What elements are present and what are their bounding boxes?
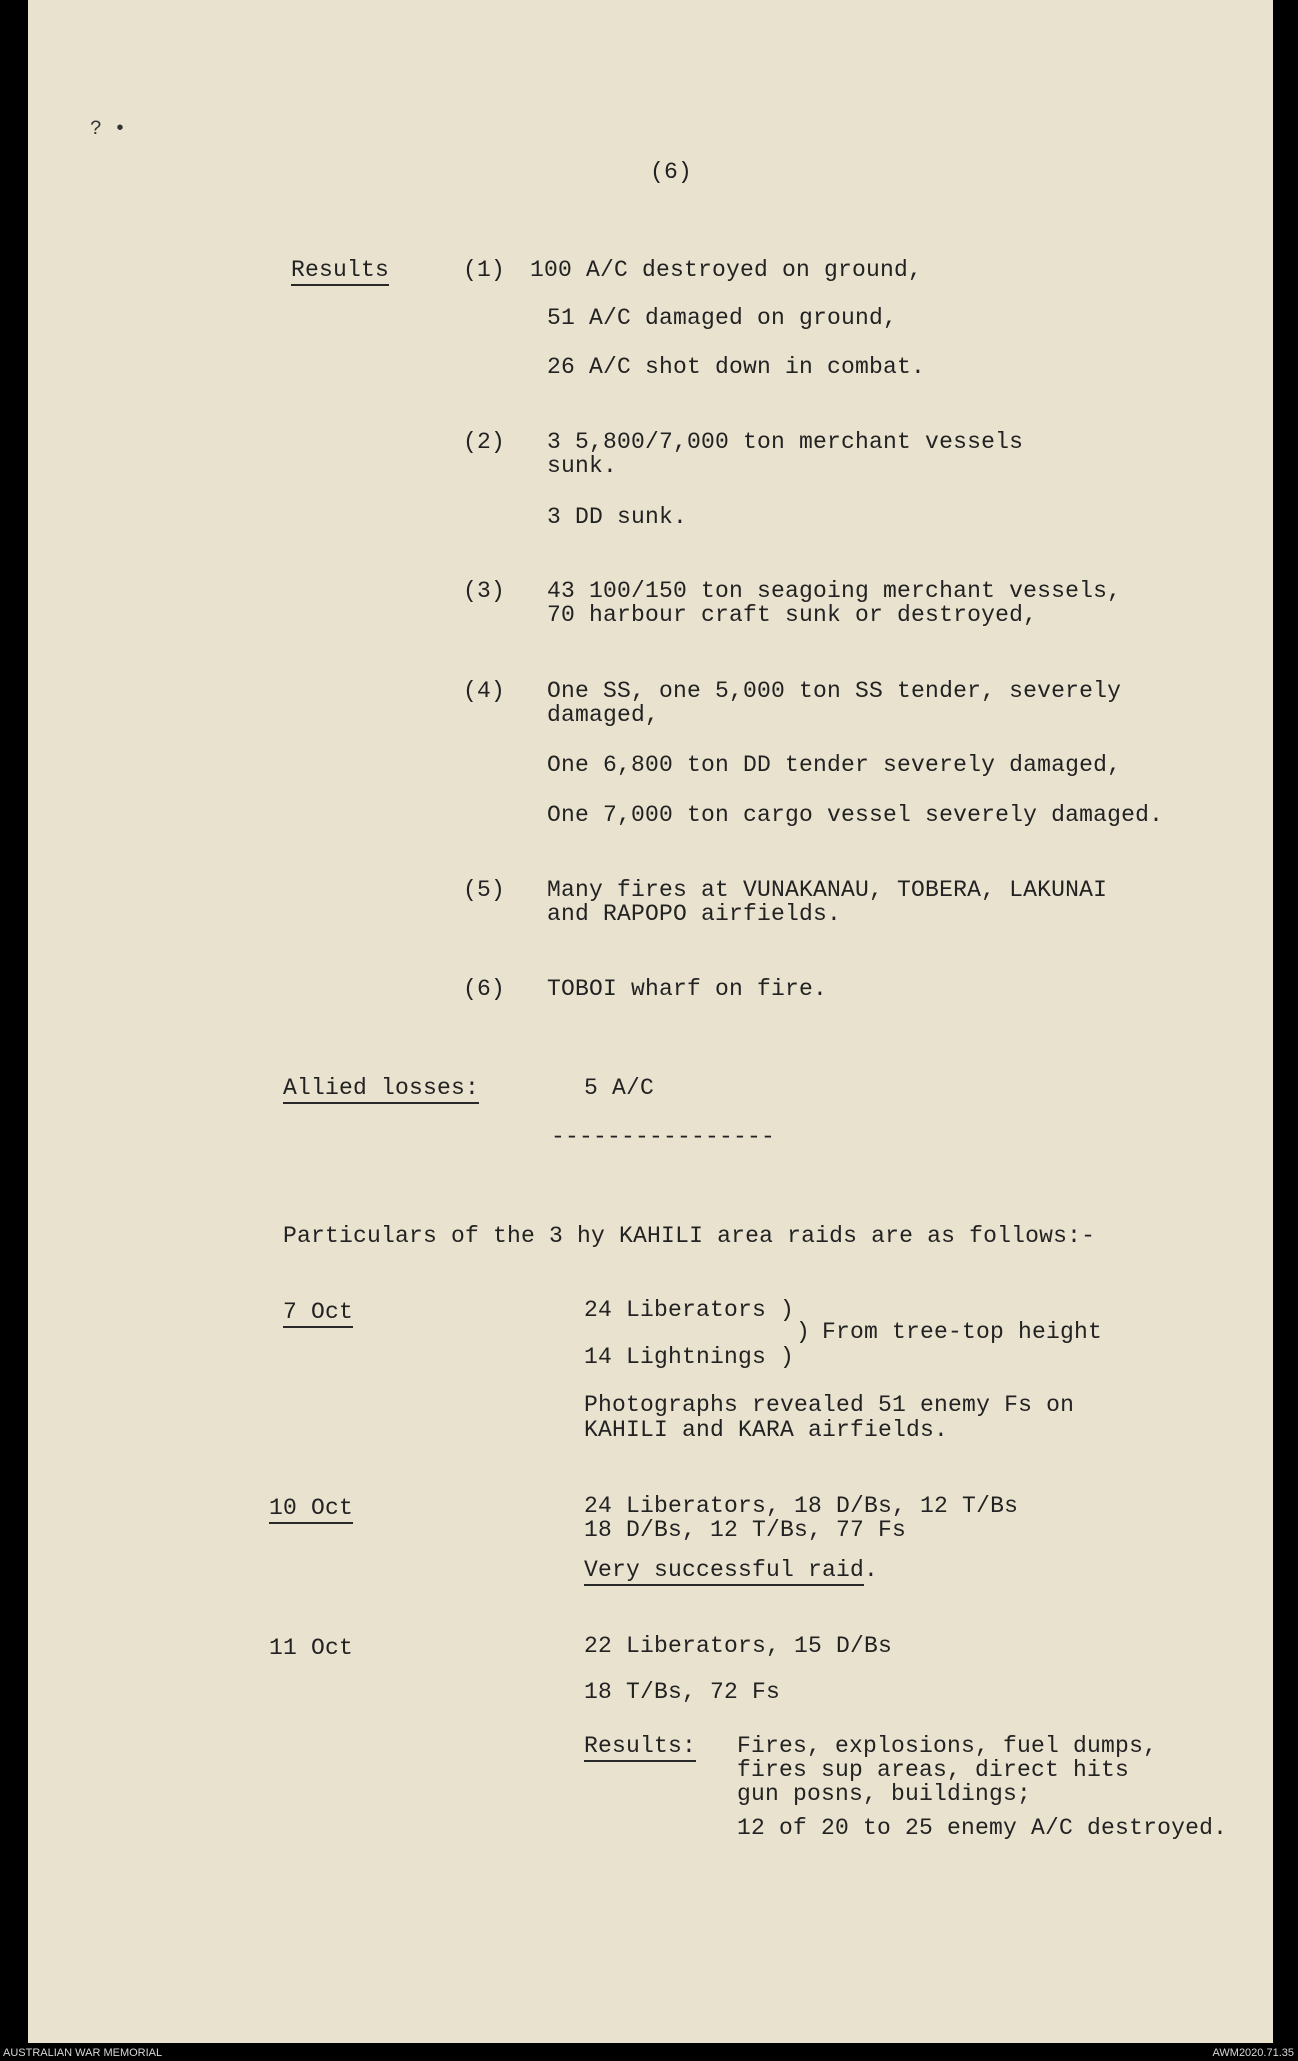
result-1-line-3: 26 A/C shot down in combat. <box>547 354 926 380</box>
result-3-line-2: 70 harbour craft sunk or destroyed, <box>547 602 1038 628</box>
oct7-photo-line-2: KAHILI and KARA airfields. <box>584 1417 949 1443</box>
result-5-line-1: Many fires at VUNAKANAU, TOBERA, LAKUNAI <box>547 877 1108 903</box>
result-4-line-1: One SS, one 5,000 ton SS tender, severely <box>547 678 1122 704</box>
raids-intro: Particulars of the 3 hy KAHILI area raids are as follows:- <box>283 1223 1096 1249</box>
oct7-bracket: ) <box>796 1319 811 1345</box>
oct10-line-1: 24 Liberators, 18 D/Bs, 12 T/Bs <box>584 1493 1019 1519</box>
raid-date-7-oct: 7 Oct <box>283 1300 353 1328</box>
result-num-1: (1) <box>463 257 506 283</box>
oct7-line-1: 24 Liberators ) <box>584 1297 795 1323</box>
result-num-4: (4) <box>463 678 506 704</box>
oct10-verdict-end: . <box>864 1557 879 1583</box>
result-3-line-1: 43 100/150 ton seagoing merchant vessels, <box>547 578 1122 604</box>
result-6-line-1: TOBOI wharf on fire. <box>547 976 828 1002</box>
oct10-line-2: 18 D/Bs, 12 T/Bs, 77 Fs <box>584 1517 907 1543</box>
footer-catalogue-id: AWM2020.71.35 <box>1212 2047 1294 2059</box>
oct7-photo-line-1: Photographs revealed 51 enemy Fs on <box>584 1392 1075 1418</box>
result-1-line-2: 51 A/C damaged on ground, <box>547 305 898 331</box>
oct11-result-line-3: gun posns, buildings; <box>737 1781 1032 1807</box>
result-num-3: (3) <box>463 578 506 604</box>
oct10-verdict-line <box>584 1558 878 1583</box>
result-4-line-4: One 7,000 ton cargo vessel severely damaged. <box>547 802 1164 828</box>
result-2-line-1: 3 5,800/7,000 ton merchant vessels <box>547 429 1024 455</box>
result-5-line-2: and RAPOPO airfields. <box>547 901 842 927</box>
raid-date-11-oct: 11 Oct <box>269 1635 354 1661</box>
oct11-result-line-1: Fires, explosions, fuel dumps, <box>737 1733 1158 1759</box>
result-4-line-3: One 6,800 ton DD tender severely damaged, <box>547 752 1122 778</box>
margin-mark: ? • <box>90 118 127 141</box>
footer-credit: AUSTRALIAN WAR MEMORIAL <box>3 2047 163 2059</box>
result-num-5: (5) <box>463 877 506 903</box>
result-1-line-1: 100 A/C destroyed on ground, <box>530 257 923 283</box>
result-2-line-2: sunk. <box>547 453 618 479</box>
oct11-line-2: 18 T/Bs, 72 Fs <box>584 1679 781 1705</box>
result-4-line-2: damaged, <box>547 702 660 728</box>
oct11-results-label: Results: <box>584 1734 696 1762</box>
allied-losses-label: Allied losses: <box>283 1076 479 1104</box>
page-number: (6) <box>650 159 693 185</box>
oct11-result-line-2: fires sup areas, direct hits <box>737 1757 1130 1783</box>
raid-date-10-oct: 10 Oct <box>269 1496 353 1524</box>
result-2-line-3: 3 DD sunk. <box>547 504 688 530</box>
oct10-verdict: Very successful raid <box>584 1557 864 1586</box>
result-num-6: (6) <box>463 976 506 1002</box>
oct7-line-2: 14 Lightnings ) <box>584 1344 795 1370</box>
oct7-note: From tree-top height <box>822 1319 1103 1345</box>
allied-losses-value: 5 A/C <box>584 1075 655 1101</box>
oct11-result-line-4: 12 of 20 to 25 enemy A/C destroyed. <box>737 1815 1228 1841</box>
results-heading: Results <box>291 258 389 286</box>
section-separator: ---------------- <box>551 1124 776 1150</box>
result-num-2: (2) <box>463 429 506 455</box>
document-page <box>28 0 1273 2043</box>
oct11-line-1: 22 Liberators, 15 D/Bs <box>584 1633 893 1659</box>
